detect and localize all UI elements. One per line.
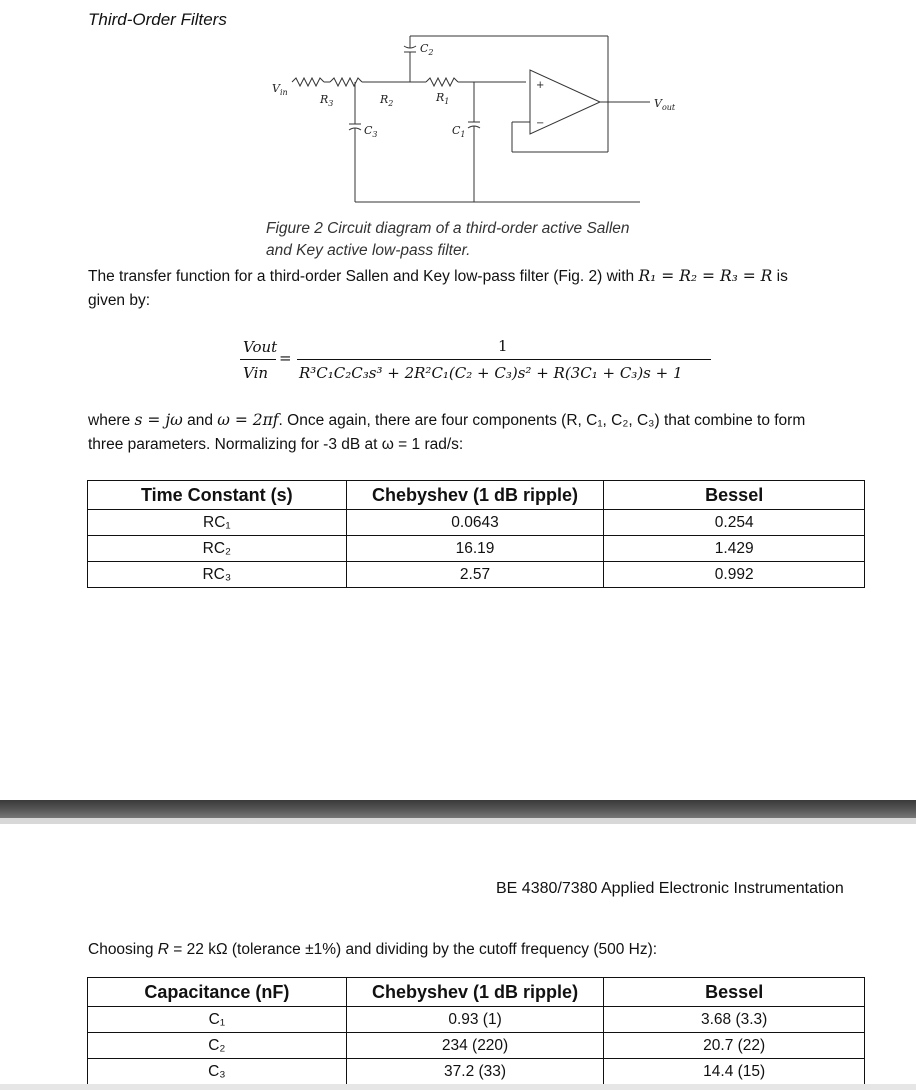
table-cell: 0.0643 bbox=[346, 510, 604, 536]
column-header: Bessel bbox=[604, 481, 865, 510]
table-cell: RC₂ bbox=[88, 536, 347, 562]
table-row bbox=[88, 1007, 865, 1033]
table-row bbox=[88, 562, 865, 588]
resistor-r3 bbox=[292, 78, 324, 86]
figure-caption bbox=[266, 218, 686, 262]
svg-text:C1: $C_1$ bbox=[452, 124, 466, 139]
svg-text:R1: $R_1$ bbox=[436, 91, 450, 106]
svg-text:R3: $R_3$ bbox=[320, 93, 334, 108]
column-header: Chebyshev (1 dB ripple) bbox=[346, 481, 604, 510]
svg-text:C2: $C_2$ bbox=[420, 42, 434, 57]
eq-lhs-denominator: Vin bbox=[243, 364, 269, 382]
table-cell: C₂ bbox=[88, 1033, 347, 1059]
intro-paragraph: The transfer function for a third-order Sallen and Key low-pass filter (Fig. 2) with R₁ = R₂ = R₃ = R is given by: bbox=[88, 267, 788, 309]
table-header-row bbox=[88, 481, 865, 510]
caption-line-2: and Key active low-pass filter. bbox=[266, 242, 471, 259]
table-cell: C₁ bbox=[88, 1007, 347, 1033]
table-cell: 0.254 bbox=[604, 510, 865, 536]
table-header-row bbox=[88, 978, 865, 1007]
eq-rhs-numerator: 1 bbox=[498, 337, 508, 355]
svg-text:−: − bbox=[536, 118, 545, 129]
column-header: Capacitance (nF) bbox=[88, 978, 347, 1007]
where-paragraph: where s = jω and ω = 2πf. Once again, there are four components (R, C₁, C₂, C₃) that combine to form three parameters. Normalizing for -3 dB at ω = 1 rad/s: bbox=[88, 411, 806, 453]
table-row bbox=[88, 510, 865, 536]
column-header: Bessel bbox=[604, 978, 865, 1007]
table-row bbox=[88, 1033, 865, 1059]
table-cell: 20.7 (22) bbox=[604, 1033, 865, 1059]
table-cell: RC₃ bbox=[88, 562, 347, 588]
choosing-paragraph: Choosing R = 22 kΩ (tolerance ±1%) and dividing by the cutoff frequency (500 Hz): bbox=[88, 941, 658, 958]
table-cell: C₃ bbox=[88, 1059, 347, 1085]
eq-fraction-bar-right bbox=[297, 359, 711, 360]
page-divider-shadow bbox=[0, 818, 916, 824]
table-cell: 16.19 bbox=[346, 536, 604, 562]
table-row bbox=[88, 536, 865, 562]
table-cell: 3.68 (3.3) bbox=[604, 1007, 865, 1033]
caption-line-1: Figure 2 Circuit diagram of a third-order active Sallen bbox=[266, 220, 630, 237]
svg-text:Vout: $V_{out}$ bbox=[654, 97, 676, 112]
eq-fraction-bar-left bbox=[240, 359, 276, 360]
table-cell: 234 (220) bbox=[346, 1033, 604, 1059]
page-divider bbox=[0, 800, 916, 818]
table-cell: 2.57 bbox=[346, 562, 604, 588]
column-header: Time Constant (s) bbox=[88, 481, 347, 510]
section-heading: Third-Order Filters bbox=[88, 10, 227, 29]
table-cell: 1.429 bbox=[604, 536, 865, 562]
svg-text:+: + bbox=[536, 80, 545, 91]
table-cell: 0.93 (1) bbox=[346, 1007, 604, 1033]
table-row bbox=[88, 1059, 865, 1085]
page-bottom-edge bbox=[0, 1084, 916, 1090]
table-cell: 0.992 bbox=[604, 562, 865, 588]
eq-lhs-numerator: Vout bbox=[243, 338, 278, 356]
circuit-diagram bbox=[230, 30, 700, 210]
column-header: Chebyshev (1 dB ripple) bbox=[346, 978, 604, 1007]
svg-text:C3: $C_3$ bbox=[364, 124, 378, 139]
svg-text:Vin: $V_{in}$ bbox=[272, 82, 288, 97]
resistor-r2 bbox=[330, 78, 362, 86]
svg-text:R2: $R_2$ bbox=[380, 93, 394, 108]
eq-equals: = bbox=[279, 349, 292, 367]
capacitance-table bbox=[87, 977, 865, 1085]
table-cell: 37.2 (33) bbox=[346, 1059, 604, 1085]
course-header: BE 4380/7380 Applied Electronic Instrumentation bbox=[496, 880, 844, 897]
table-cell: 14.4 (15) bbox=[604, 1059, 865, 1085]
eq-rhs-denominator: R³C₁C₂C₃s³ + 2R²C₁(C₂ + C₃)s² + R(3C₁ + C₃)s + 1 bbox=[299, 364, 683, 382]
table-cell: RC₁ bbox=[88, 510, 347, 536]
time-constant-table bbox=[87, 480, 865, 588]
resistor-r1 bbox=[426, 78, 458, 86]
